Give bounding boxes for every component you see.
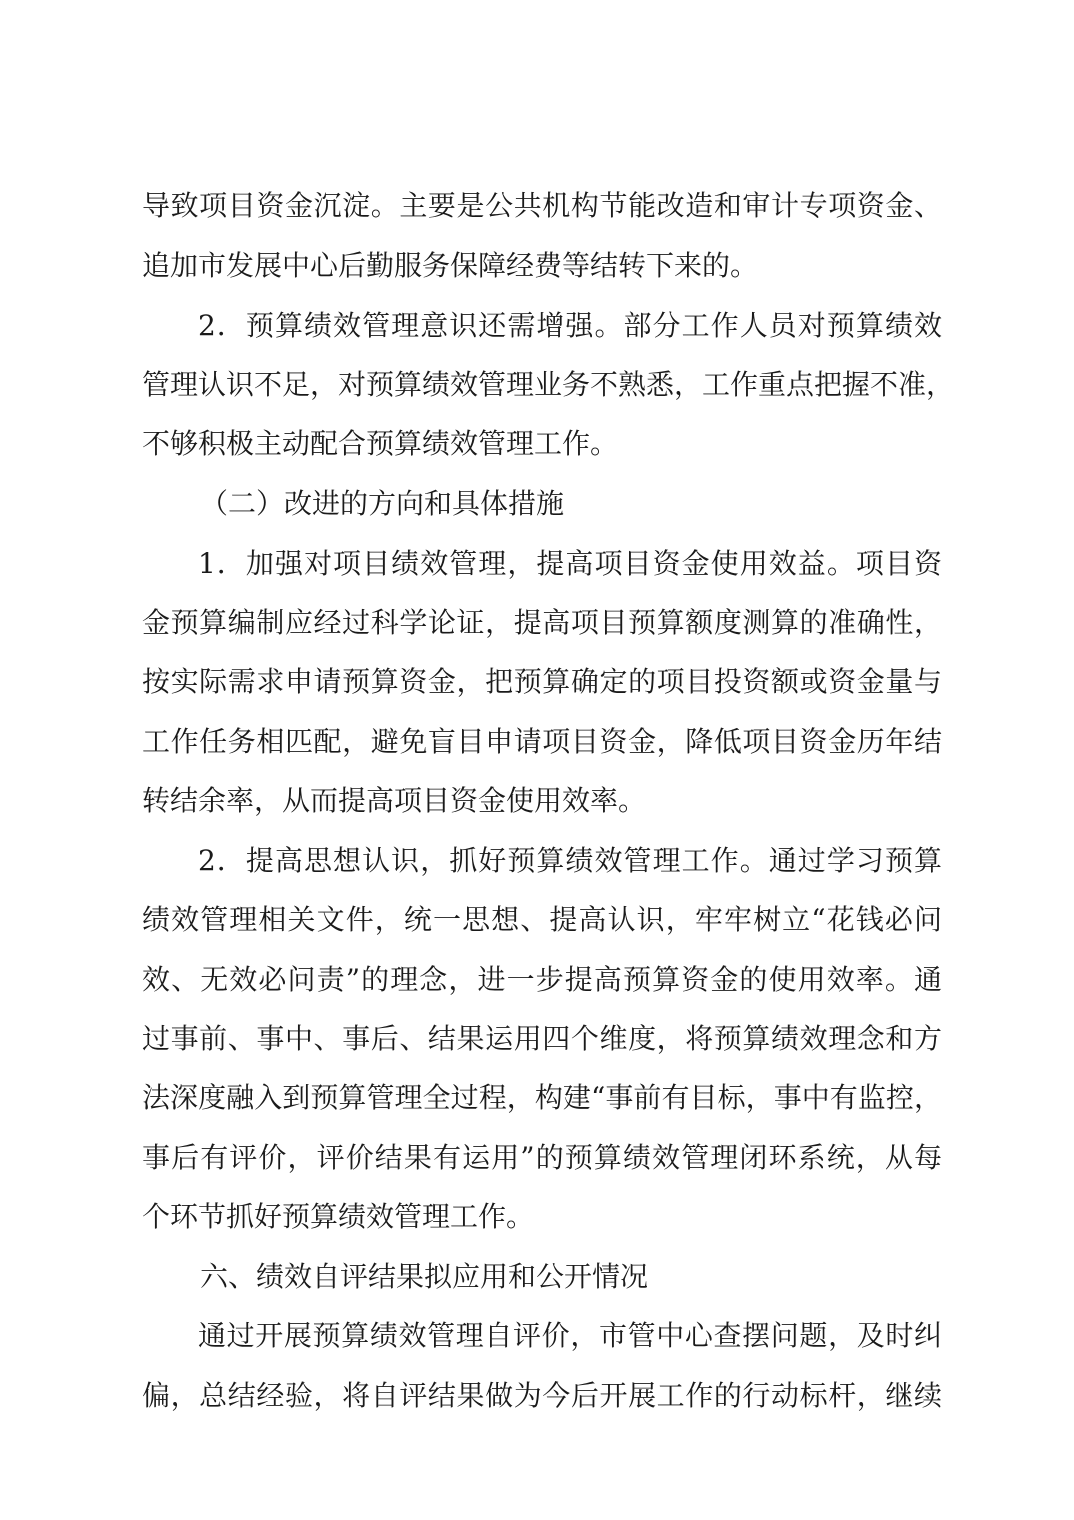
section-heading: 六、绩效自评结果拟应用和公开情况 bbox=[200, 1260, 649, 1293]
paragraph-line: 法深度融入到预算管理全过程，构建“事前有目标，事中有监控， bbox=[142, 1081, 942, 1114]
paragraph-line: 个环节抓好预算绩效管理工作。 bbox=[142, 1200, 535, 1233]
paragraph-line: 转结余率，从而提高项目资金使用效率。 bbox=[142, 784, 647, 817]
paragraph-line: 效、无效必问责”的理念，进一步提高预算资金的使用效率。通 bbox=[142, 963, 942, 996]
paragraph-line: 工作任务相匹配，避免盲目申请项目资金，降低项目资金历年结 bbox=[142, 725, 942, 758]
paragraph-line: 导致项目资金沉淀。主要是公共机构节能改造和审计专项资金、 bbox=[142, 189, 942, 222]
paragraph-line: 2．提高思想认识，抓好预算绩效管理工作。通过学习预算 bbox=[198, 844, 942, 877]
paragraph-line: 管理认识不足，对预算绩效管理业务不熟悉，工作重点把握不准， bbox=[142, 368, 955, 401]
paragraph-line: 2．预算绩效管理意识还需增强。部分工作人员对预算绩效 bbox=[198, 309, 942, 342]
paragraph-line: 不够积极主动配合预算绩效管理工作。 bbox=[142, 427, 619, 460]
paragraph-line: 通过开展预算绩效管理自评价，市管中心查摆问题，及时纠 bbox=[198, 1319, 942, 1352]
paragraph-line: 追加市发展中心后勤服务保障经费等结转下来的。 bbox=[142, 249, 759, 282]
paragraph-line: 偏，总结经验，将自评结果做为今后开展工作的行动标杆，继续 bbox=[142, 1379, 942, 1412]
paragraph-line: 金预算编制应经过科学论证，提高项目预算额度测算的准确性， bbox=[142, 606, 942, 639]
section-heading: （二）改进的方向和具体措施 bbox=[200, 487, 565, 520]
paragraph-line: 按实际需求申请预算资金，把预算确定的项目投资额或资金量与 bbox=[142, 665, 942, 698]
paragraph-line: 1．加强对项目绩效管理，提高项目资金使用效益。项目资 bbox=[198, 547, 942, 580]
paragraph-line: 事后有评价，评价结果有运用”的预算绩效管理闭环系统，从每 bbox=[142, 1141, 942, 1174]
paragraph-line: 过事前、事中、事后、结果运用四个维度，将预算绩效理念和方 bbox=[142, 1022, 942, 1055]
paragraph-line: 绩效管理相关文件，统一思想、提高认识，牢牢树立“花钱必问 bbox=[142, 903, 942, 936]
